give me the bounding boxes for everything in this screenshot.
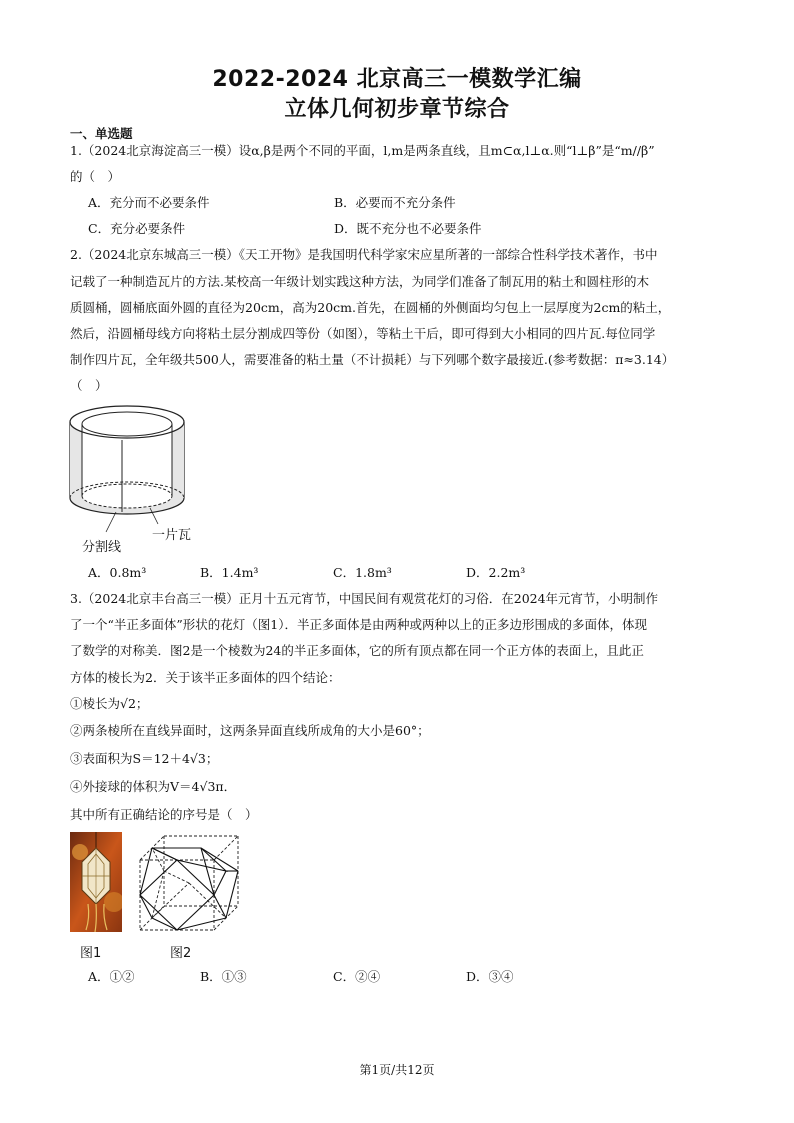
q3-statement-3: ③表面积为S＝12＋4√3；	[70, 751, 219, 766]
q3-option-d: D．③④	[466, 969, 514, 984]
q1-option-a: A．充分而不必要条件	[88, 195, 210, 210]
q2-option-a: A．0.8m³	[88, 565, 147, 580]
lantern-photo	[70, 832, 122, 932]
q2-line2: 记载了一种制造瓦片的方法.某校高一年级计划实践这种方法，为同学们准备了制瓦用的粘土和圆柱形的木	[70, 274, 649, 289]
q3-line1: 3.（2024北京丰台高三一模）正月十五元宵节，中国民间有观赏花灯的习俗．在2024年元宵节，小明制作	[70, 591, 659, 606]
q3-statement-2: ②两条棱所在直线异面时，这两条异面直线所成角的大小是60°；	[70, 723, 430, 738]
figure-2-label: 图2	[170, 946, 192, 961]
q2-line6: （ ）	[70, 378, 108, 393]
page-number: 第1页/共12页	[359, 1063, 435, 1077]
q2-option-c: C．1.8m³	[333, 565, 392, 580]
section-label: 一、单选题	[70, 126, 133, 141]
q1-line2: 的（ ）	[70, 169, 121, 184]
q3-statement-4: ④外接球的体积为V＝4√3π．	[70, 779, 237, 794]
q2-line3: 质圆桶，圆桶底面外圆的直径为20cm，高为20cm.首先，在圆桶的外侧面均匀包上一层厚度为2cm的粘土，	[70, 300, 671, 315]
q2-line5: 制作四片瓦，全年级共500人，需要准备的粘土量（不计损耗）与下列哪个数字最接近.(参考数据：π≈3.14）	[70, 352, 675, 367]
q2-option-d: D．2.2m³	[466, 565, 526, 580]
q3-line2: 了一个“半正多面体”形状的花灯（图1）．半正多面体是由两种或两种以上的正多边形围成的多面体，体现	[70, 617, 647, 632]
q3-option-a: A．①②	[88, 969, 135, 984]
q1-option-b: B．必要而不充分条件	[334, 195, 456, 210]
q1-option-c: C．充分必要条件	[88, 221, 186, 236]
document-title-line1: 2022-2024 北京高三一模数学汇编	[212, 67, 582, 92]
q1-option-d: D．既不充分也不必要条件	[334, 221, 482, 236]
q3-line4: 方体的棱长为2．关于该半正多面体的四个结论：	[70, 670, 341, 685]
cylinder-figure	[66, 400, 206, 540]
q2-line4: 然后，沿圆桶母线方向将粘土层分割成四等份（如图），等粘土干后，即可得到大小相同的四片瓦.每位同学	[70, 326, 656, 341]
q1-line1: 1.（2024北京海淀高三一模）设α,β是两个不同的平面，l,m是两条直线，且m⊂α,l⊥α.则“l⊥β”是“m//β”	[70, 143, 655, 158]
q2-option-b: B．1.4m³	[200, 565, 259, 580]
q2-line1: 2.（2024北京东城高三一模）《天工开物》是我国明代科学家宋应星所著的一部综合性科学技术著作，书中	[70, 247, 658, 262]
q3-prompt: 其中所有正确结论的序号是（ ）	[70, 807, 258, 822]
figure-1-label: 图1	[80, 946, 102, 961]
q3-statement-1: ①棱长为√2；	[70, 696, 149, 711]
document-title-line2: 立体几何初步章节综合	[284, 97, 510, 122]
cut-line-label: 分割线	[82, 540, 122, 555]
polyhedron-figure	[134, 830, 246, 934]
q3-option-b: B．①③	[200, 969, 247, 984]
q3-option-c: C．②④	[333, 969, 381, 984]
tile-label: 一片瓦	[152, 528, 192, 543]
q3-line3: 了数学的对称美．图2是一个棱数为24的半正多面体，它的所有顶点都在同一个正方体的表面上，且此正	[70, 643, 644, 658]
